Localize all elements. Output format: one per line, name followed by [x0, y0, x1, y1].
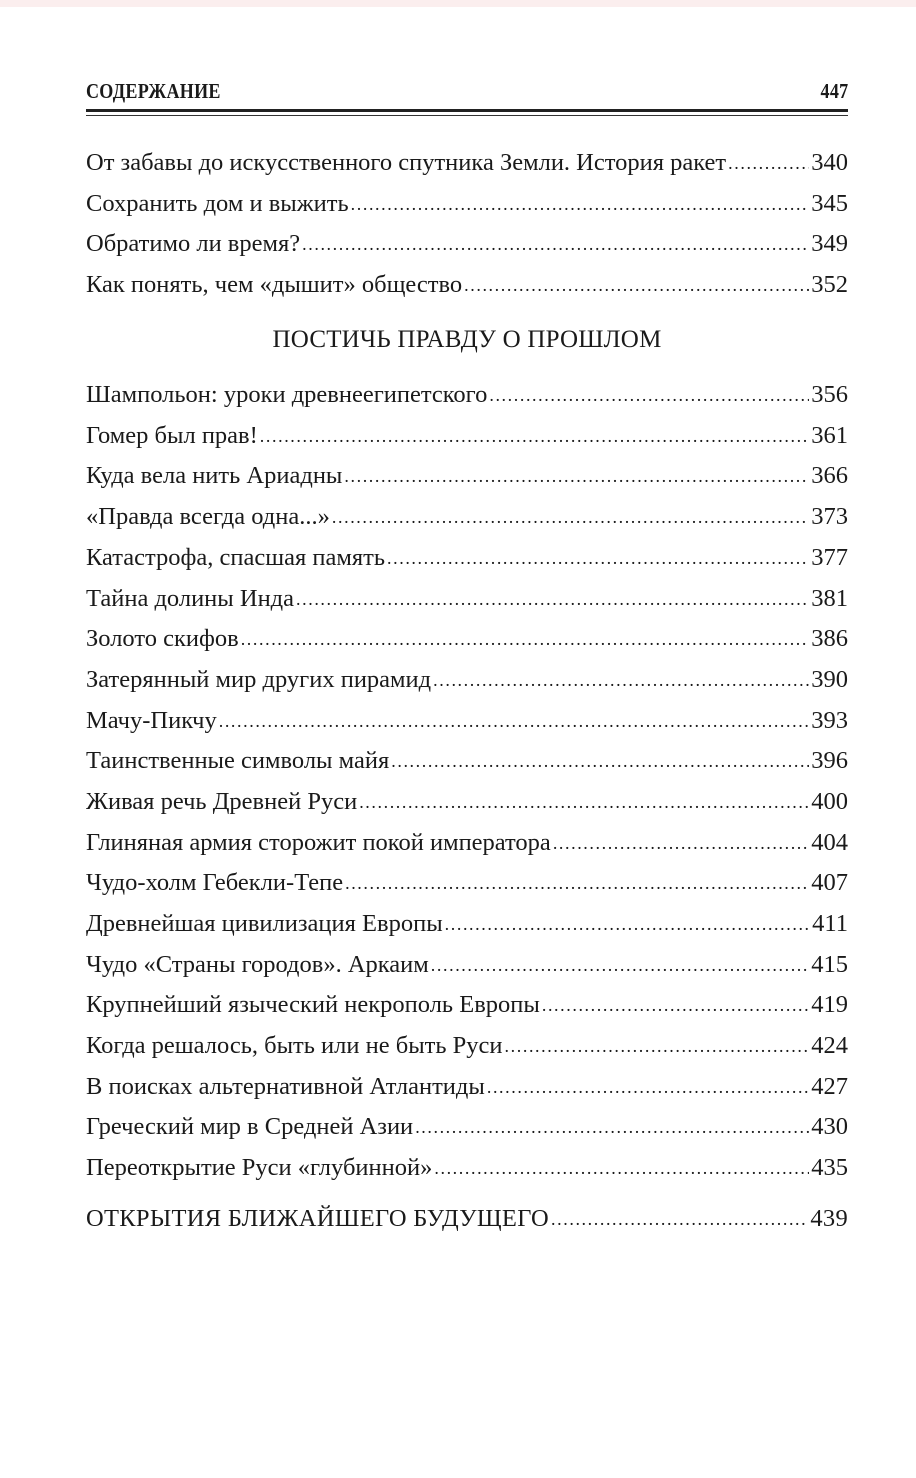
toc-entry-title: От забавы до искусственного спутника Земли. История ракет — [86, 149, 727, 176]
toc-entry-page: 349 — [811, 230, 848, 257]
toc-entry-title: Золото скифов — [86, 625, 239, 652]
toc-entry — [86, 1151, 848, 1185]
toc-leader-dots — [505, 1028, 810, 1063]
toc-entry-page: 345 — [811, 190, 848, 217]
toc-entry-page: 435 — [811, 1154, 848, 1181]
toc-entry-page: 396 — [811, 747, 848, 774]
toc-entry-page: 404 — [811, 829, 848, 856]
toc-leader-dots — [728, 145, 809, 180]
toc-entry-page: 373 — [811, 503, 848, 530]
toc-entry-title: Таинственные символы майя — [86, 747, 390, 774]
toc-leader-dots — [359, 784, 809, 819]
toc-entry-page: 361 — [811, 422, 848, 449]
toc-entry-page: 352 — [811, 271, 848, 298]
toc-entry — [86, 500, 848, 534]
toc-entry — [86, 582, 848, 616]
toc-leader-dots — [415, 1109, 809, 1144]
toc-entry — [86, 622, 848, 656]
header-title: СОДЕРЖАНИЕ — [86, 79, 221, 103]
toc-entry — [86, 663, 848, 697]
toc-entry-title: «Правда всегда одна...» — [86, 503, 330, 530]
toc-leader-dots — [433, 662, 809, 697]
toc-leader-dots — [332, 499, 809, 534]
toc-entry-page: 415 — [811, 951, 848, 978]
toc-entry-page: 390 — [811, 666, 848, 693]
toc-entry-title: Шампольон: уроки древнеегипетского — [86, 381, 488, 408]
toc-entry — [86, 541, 848, 575]
toc-leader-dots — [551, 1201, 808, 1236]
toc-entry — [86, 744, 848, 778]
toc-leader-dots — [489, 377, 809, 412]
toc-entry-page: 411 — [812, 910, 848, 937]
toc-entry-title: Живая речь Древней Руси — [86, 788, 358, 815]
toc-entry — [86, 187, 848, 221]
toc-entry — [86, 459, 848, 493]
toc-entry — [86, 866, 848, 900]
toc-entry-title: Греческий мир в Средней Азии — [86, 1113, 414, 1140]
toc-leader-dots — [241, 621, 810, 656]
toc-leader-dots — [351, 186, 810, 221]
toc-entry — [86, 227, 848, 261]
toc-entry-title: Обратимо ли время? — [86, 230, 301, 257]
toc-leader-dots — [260, 418, 809, 453]
toc-leader-dots — [296, 581, 809, 616]
toc-entry-title: Катастрофа, спасшая память — [86, 544, 386, 571]
toc-entry-page: 424 — [811, 1032, 848, 1059]
header-rule-thick — [86, 109, 848, 112]
toc-entry — [86, 419, 848, 453]
toc-entry-page: 419 — [811, 991, 848, 1018]
toc-leader-dots — [344, 458, 809, 493]
toc-entry — [86, 1070, 848, 1104]
toc-leader-dots — [434, 1150, 809, 1185]
toc-entry-title: Переоткрытие Руси «глубинной» — [86, 1154, 433, 1181]
toc-leader-dots — [464, 267, 809, 302]
toc-entry-page: 427 — [811, 1073, 848, 1100]
toc-entry-title: Крупнейший языческий некрополь Европы — [86, 991, 540, 1018]
toc-entry-title: Гомер был прав! — [86, 422, 258, 449]
toc-leader-dots — [553, 825, 809, 860]
header-page-number: 447 — [820, 79, 848, 103]
toc-entry-title: Куда вела нить Ариадны — [86, 462, 343, 489]
toc-entry-title: Как понять, чем «дышит» общество — [86, 271, 463, 298]
toc-leader-dots — [487, 1069, 809, 1104]
header-rule-thin — [86, 115, 848, 116]
toc-entry-page: 381 — [811, 585, 848, 612]
toc-entry-title: ОТКРЫТИЯ БЛИЖАЙШЕГО БУДУЩЕГО — [86, 1205, 550, 1232]
running-header — [86, 78, 848, 104]
toc-entry-page: 430 — [811, 1113, 848, 1140]
toc-entry-title: Глиняная армия сторожит покой императора — [86, 829, 551, 856]
toc-entry — [86, 268, 848, 302]
toc-leader-dots — [302, 226, 809, 261]
toc-entry-title: Сохранить дом и выжить — [86, 190, 349, 217]
toc-entry-title: Тайна долины Инда — [86, 585, 295, 612]
toc-entry-page: 393 — [811, 707, 848, 734]
toc-leader-dots — [445, 906, 811, 941]
toc-entry-page: 400 — [811, 788, 848, 815]
toc-entry-page: 407 — [811, 869, 848, 896]
toc-final-entry — [86, 1202, 848, 1236]
section-heading: ПОСТИЧЬ ПРАВДУ О ПРОШЛОМ — [272, 326, 662, 353]
toc-entry-title: Затерянный мир других пирамид — [86, 666, 432, 693]
toc-entry — [86, 1029, 848, 1063]
toc-entry-page: 366 — [811, 462, 848, 489]
toc-leader-dots — [219, 703, 810, 738]
toc-entry-page: 386 — [811, 625, 848, 652]
toc-entry — [86, 907, 848, 941]
toc-entry-page: 377 — [811, 544, 848, 571]
toc-entry-title: Когда решалось, быть или не быть Руси — [86, 1032, 503, 1059]
toc-entry — [86, 826, 848, 860]
toc-entry — [86, 785, 848, 819]
toc-entry — [86, 704, 848, 738]
toc-leader-dots — [345, 865, 809, 900]
toc-entry — [86, 146, 848, 180]
toc-leader-dots — [542, 987, 809, 1022]
toc-leader-dots — [387, 540, 809, 575]
top-edge-strip — [0, 0, 916, 7]
toc-leader-dots — [391, 743, 809, 778]
toc-entry — [86, 988, 848, 1022]
toc-entry-title: Мачу-Пикчу — [86, 707, 217, 734]
toc-entry-title: Чудо-холм Гебекли-Тепе — [86, 869, 344, 896]
toc-entry — [86, 1110, 848, 1144]
toc-entry-title: Чудо «Страны городов». Аркаим — [86, 951, 429, 978]
toc-entry — [86, 948, 848, 982]
toc-leader-dots — [431, 947, 809, 982]
toc-entry-title: В поисках альтернативной Атлантиды — [86, 1073, 485, 1100]
toc-entry-title: Древнейшая цивилизация Европы — [86, 910, 443, 937]
toc-entry-page: 439 — [810, 1205, 848, 1232]
toc-entry — [86, 378, 848, 412]
toc-entry-page: 340 — [811, 149, 848, 176]
toc-entry-page: 356 — [811, 381, 848, 408]
